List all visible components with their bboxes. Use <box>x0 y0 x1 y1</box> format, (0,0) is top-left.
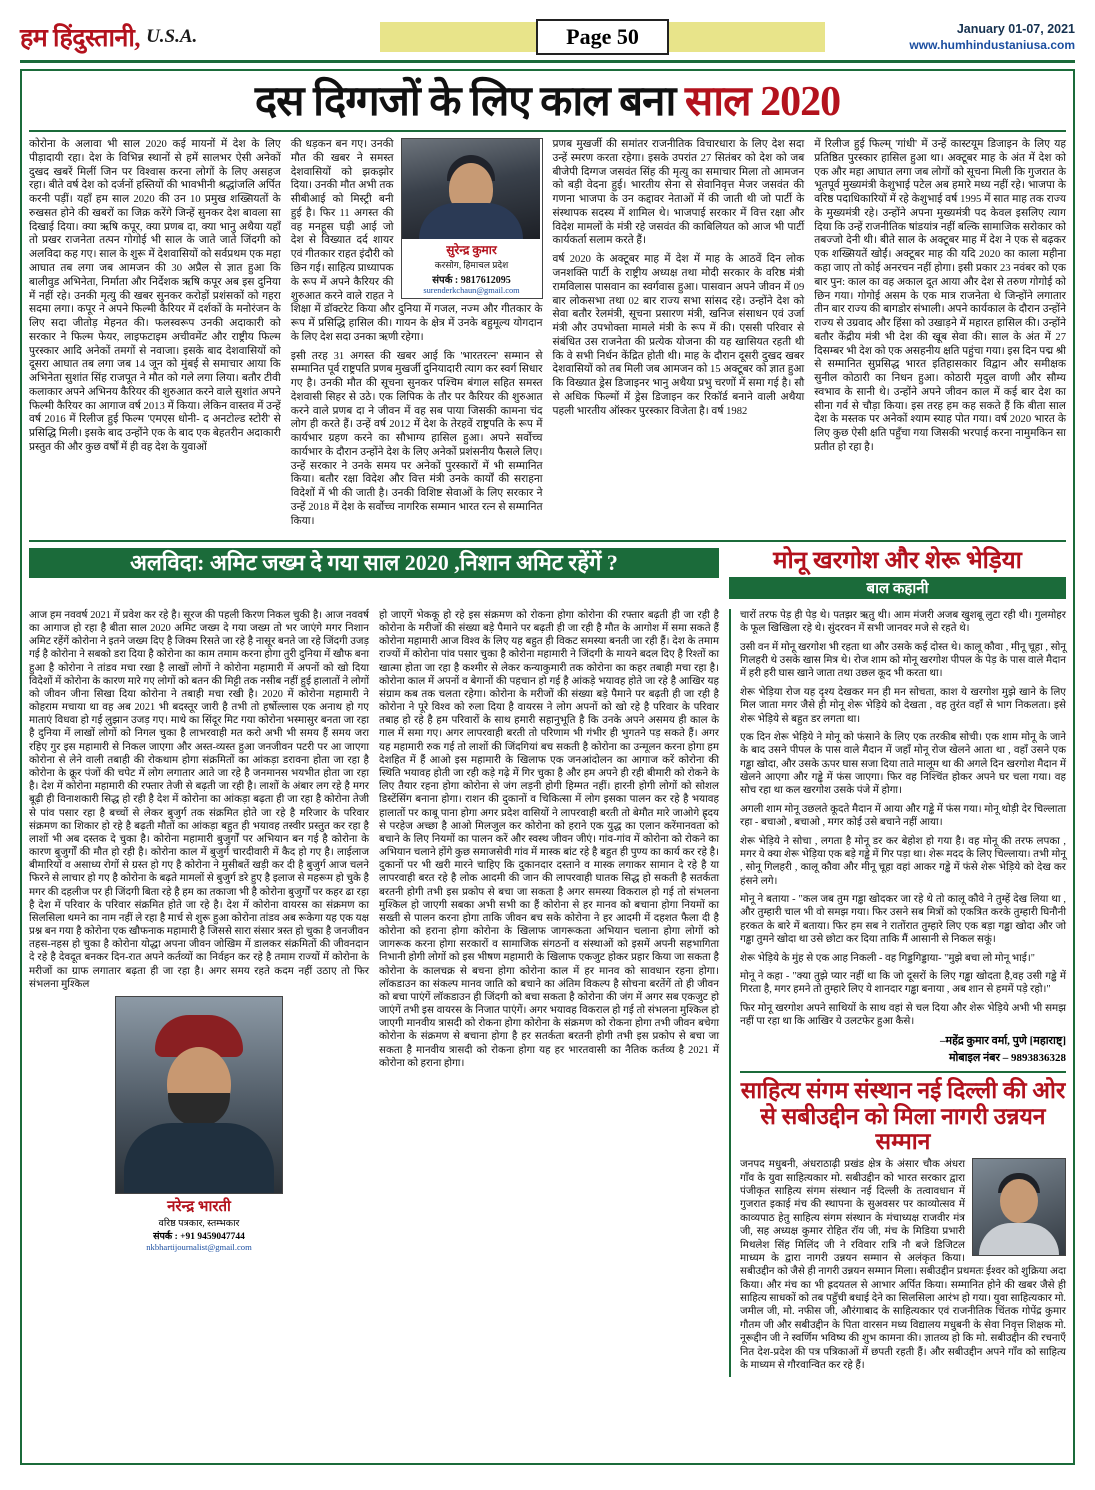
author-phone: संपर्क : +91 9459047744 <box>153 1231 245 1242</box>
sabiuddin-portrait-icon <box>972 1158 1066 1256</box>
contributor-email[interactable]: surenderkchaun@gmail.com <box>423 286 520 296</box>
story3-p7: मोनू ने बताया - "कल जब तुम गड्ढा खोदकर जा रहे थे तो कालू कौवे ने तुम्हें देख लिया था , और तुम्हारी चाल भी वो समझ गया। फिर उसने सब मित्रों को एकत्रित करके तुम्हारी घिनौनी हरकत के बारे में बताया। फिर हम सब ने रातोंरात तुम्हारे लिए एक बड़ा गड्ढा खोदा और जो गड्ढा तुमने खोदा था उसे छोटा कर दिया ताकि मैं आसानी से निकल सकूं। <box>740 894 1066 946</box>
main-headline <box>29 78 1066 132</box>
main-headline-part1: दस दिग्गजों के लिए काल बना <box>254 79 685 125</box>
main-headline-part2: साल 2020 <box>684 79 841 125</box>
top-story-p1: कोरोना के अलावा भी साल 2020 कई मायनों में देश के लिए पीड़ादायी रहा। देश के विभिन्न स्थानों से हमें सालभर ऐसी अनेकों दुखद खबरें मिलीं जिन पर विश्वास करना लोगों के लिए असहज रहा। बीते वर्ष देश को दर्जनों हस्तियों की भावभीनी श्रद्धांजलि अर्पित करनी पड़ीं। यहाँ हम साल 2020 की उन 10 प्रमुख शख्सियतों के रुखसत होने की खबरों का जिक्र करेंगे जिन्हें सुनकर देश बावला सा दिखाई दिया। क्या ऋषि कपूर, क्या प्रणब दा, क्या भानु अथैया यहाँ तो प्रखर राजनेता तत्पन गोगोई भी साल के जाते जाते जिंदगी को अलविदा कह गए। साल के शुरू में देशवासियों को सर्वप्रथम एक महा आघात तब लगा जब आमजन की 30 अप्रैल से ज्ञात हुआ कि बालीवुड अभिनेता, निर्माता और निर्देशक ऋषि कपूर अब इस दुनिया में नहीं रहे। उनकी मृत्यु की खबर सुनकर करोड़ों प्रशंसकों को गहरा सदमा लगा। कपूर ने अपने फिल्मी कैरियर में दर्शकों के मनोरंजन के लिए सदा जीतोड़ मेहनत की। फलस्वरूप उनकी अदाकारी को सरकार ने फिल्म फेयर, लाइफटाइम अचीवमेंट और राष्ट्रीय फिल्म पुरस्कार आदि अनेकों तमगों से नवाजा। इसके बाद देशवासियों को दूसरा आघात तब लगा जब 14 जून को मुंबई से समाचार आया कि अभिनेता सुशांत सिंह राजपूत ने मौत को गले लगा लिया। बतौर टीवी कलाकार अपने अभिनय कैरियर की शुरुआत करने वाले सुशांत अपने फिल्मी कैरियर का आगाज वर्ष 2013 में किया। लेकिन वास्तव में उन्हें वर्ष 2016 में रिलीज हुई फिल्म 'एमएस धोनी- द अनटोल्ड स्टोरी' से प्रसिद्धि मिली। इसके बाद उन्होंने एक के बाद एक बेहतरीन अदाकारी प्रस्तुत की और कुछ वर्षों में ही वह देश के युवाओं <box>29 139 281 453</box>
story2-heading: अलविदा: अमिट जख्म दे गया साल 2020 ,निशान अमिट रहेंगें ? <box>29 548 719 578</box>
top-story-p5: वर्ष 2020 के अक्टूबर माह में देश में माह के आठवें दिन लोक जनशक्ति पार्टी के राष्ट्रीय अध्यक्ष तथा मोदी सरकार के वरिष्ठ मंत्री रामविलास पासवान का स्वर्गवास हुआ। पासवान अपने जीवन में 09 बार लोकसभा तथा 02 बार राज्य सभा सांसद रहे। उन्होंने देश को सेवा बतौर रेलमंत्री, सूचना प्रसारण मंत्री, खनिज संसाधन एवं उर्जा मंत्री और उपभोक्ता मामले मंत्री के रूप में की। एससी परिवार से संबंधित उस राजनेता की प्रत्येक योजना की यह खासियत रहती थी कि वे सभी निर्धन केंद्रित होती थी। माह के दौरान दूसरी दुखद खबर देशवासियों को तब मिली जब आमजन को 15 अक्टूबर को ज्ञात हुआ कि विख्यात ड्रेस डिजाइनर भानु अथैया प्रभु चरणों में समा गई है। सौ से अधिक फिल्मों में ड्रेस डिजाइन कर रिकॉर्ड बनाने वाली अथैया पहली भारतीय ऑस्कर पुरस्कार विजेता है। वर्ष 1982 <box>552 254 805 417</box>
story3-p3: शेरू भेड़िया रोज यह दृश्य देखकर मन ही मन सोचता, काश ये खरगोश मुझे खाने के लिए मिल जाता मगर जैसे ही मोनू शेरू भेड़िये को देखता , वह तुरंत वहाँ से भाग निकलता। इसे शेरू भेड़िये से बहुत डर लगता था। <box>740 686 1066 725</box>
story3-p6: शेरू भेड़िये ने सोचा , लगता है मोनू डर कर बेहोश हो गया है। वह मोनू की तरफ लपका , मगर ये क्या शेरू भेड़िया एक बड़े गड्ढे में गिर पड़ा था। शेरू मदद के लिए चिल्लाया। तभी मोनू , सोनू गिलहरी , कालू कौवा और मीनू चूहा वहां आकर गड्ढे में फंसे शेरू भेड़िये को देख कर हंसने लगे। <box>740 835 1066 887</box>
author-portrait-icon <box>115 996 283 1194</box>
story3-p1: चारों तरफ पेड़ ही पेड़ थे। पतझर ऋतु थी। आम मंजरी अजब खुशबू लुटा रही थी। गुलमोहर के फूल खिखिला रहे थे। सुंदरवन में सभी जानवर मजे से रहते थे। <box>740 609 1066 635</box>
top-story <box>29 138 1066 541</box>
story3-body <box>729 609 1066 1377</box>
author-name: नरेन्द्र भारती <box>167 1198 231 1215</box>
top-story-p3: इसी तरह 31 अगस्त की खबर आई कि 'भारतरत्न' सम्मान से सम्मानित पूर्व राष्ट्रपति प्रणब मुखर्जी दुनियादारी त्याग कर स्वर्ग सिधार गए है। उनकी मौत की सूचना सुनकर पश्चिम बंगाल सहित समस्त देशवासी सिहर से उठे। एक लिपिक के तौर पर कैरियर की शुरुआत करने वाले प्रणब दा ने जीवन में वह सब पाया जिसकी कामना चंद लोग ही करते हैं। उन्हें वर्ष 2012 में देश के तेरहवें राष्ट्रपति के रूप में कार्यभार ग्रहण करने का सौभाग्य हासिल हुआ। अपने सर्वोच्च कार्यभार के दौरान उन्होंने देश के लिए अनेकों प्रशंसनीय फैसले लिए। उन्हें सरकार ने उनके समय पर अनेकों पुरस्कारों में भी सम्मानित किया। बतौर रक्षा विदेश और वित्त मंत्री उनके कार्यों की सराहना विदेशों में भी की जाती है। उनकी विशिष्ट सेवाओं के लिए सरकार ने उन्हें 2018 में देश के सर्वोच्च नागरिक सम्मान भारत रत्न से सम्मानित किया। <box>290 350 543 527</box>
top-story-p4: प्रणब मुखर्जी की समांतर राजनीतिक विचारधारा के लिए देश सदा उन्हें स्मरण करता रहेगा। इसके उपरांत 27 सितंबर को देश को जब बीजेपी दिग्गज जसवंत सिंह की मृत्यु का समाचार मिला तो आमजन को बड़ी वेदना हुई। भारतीय सेना से सेवानिवृत्त मेजर जसवंत की गणना भाजपा के उन कद्दावर नेताओं में की जाती थी जो पार्टी के संस्थापक सदस्य में शामिल थे। भाजपाई सरकार में वित्त रक्षा और विदेश मामलों के मंत्री रहे जसवंत की काबिलियत को आज भी पार्टी कार्यकर्ता सलाम करते हैं। <box>552 139 805 247</box>
story2-column-2 <box>379 609 719 1377</box>
story3-p9: मोनू ने कहा - "क्या तुझे प्यार नहीं था कि जो दूसरों के लिए गड्ढा खोदता है,वह उसी गड्ढे में गिरता है, मगर हमने तो तुम्हारे लिए ये शानदार गड्ढा बनाया , अब शान से हममें पड़े रहो।" <box>740 970 1066 996</box>
story2-p1: आज हम नववर्ष 2021 में प्रवेश कर रहे है। सूरज की पहली किरण निकल चुकी है। आज नववर्ष का आगाज हो रहा है बीता साल 2020 अमिट जख्म दे गया जख्म तो भर जाएंगे मगर निशान अमिट रहेंगें कोरोना ने इतने जख्म दिए है जिक्म रिसते जा रहे है नासूर बनते जा रहे जिंदगी उजड़ गई है कोरोना ने सबको डरा दिया है कोरोना का काम तमाम करना होगा तुरी दुनिया में खौफ बना हुआ है कोरोना ने तांडव मचा रखा है लाखों लोगों ने कोरोना महामारी में अपनों को खो दिया विदेशों में कोरोना के कारण मारे गए लोगों को बतन की मिट्टी तक नसीब नहीं हुई हालातों ने लोगों को जीवन जीना सिखा दिया कोरोना ने तबाही मचा रखी है। 2020 में कोरोना महामारी ने कोहराम मचाया था वह अब 2021 भी बदस्तूर जारी है तभी तो हर्षोल्लास एक अनाथ हो गए माताएं विधवा हो गई लुझान उजड़ गए। माथे का सिंदूर मिट गया कोरोना भस्मासुर बनता जा रहा है दुनिया में लाखों लोगों को निगल चुका है लाभरवाही मत करो अभी भी समय हैं समय जरा रहिए गुर इस महामारी से निकल जाएगा और अस्त-व्यस्त हुआ जनजीवन पटरी पर आ जाएगा कोरोना से लेने वाली तबाही की रोकथाम होगा संक्रमितों का आंकड़ा डरावना होता जा रहा है कोरोना के क्रूर पंजों की चपेट में लोग लगातार आते जा रहे है जनमानस भयभीत होता जा रहा है। देश में कोरोना महामारी की रफ्तार तेजी से बढ़ती जा रही है। लाशों के अंबार लग रहे है मगर बूढ़ी ही विनाशकारी सिद्ध हो रही है देश में कोरोना का आंकड़ा बढ़ता ही जा रहा है कोरोना तेजी से पांव पसार रहा है बच्चों से लेकर बुजुर्ग तक संक्रमित होते जा रहे है मरिजार के परिवार संक्रमण का शिकार हो रहे है बढ़ती मौतों का आंकड़ा बहुत ही भयावह तस्वीर प्रस्तुत कर रहा है लाशों भी अब दस्तक दे चुका है। कोरोना महामारी बुजुर्गों पर अभियान बन गई है कोरोना के कारण बुजुर्गों की मौत हो रही है। कोरोना काल में बुजुर्ग चारदीवारी में कैद हो गए है। लाईलाज बीमारियों व असाध्य रोगों से ग्रस्त हो गए है कोरोना ने मुसीबतें खड़ी कर दी है बुजुर्ग आज चलने फिरने से लाचार हो गए है कोरोना के बढ़ते मामलों से बुजुर्ग डरे हुए है इलाज से महरूम हो चुके है मगर की दहलीज पर ही जिंदगी बिता रहे है हम का तकाजा भी है कोरोना बुजुर्गों पर कहर ढा रहा है देश में परिवार के परिवार संक्रमित होते जा रहे है। देश में कोरोना वायरस का संक्रमण का सिलसिला थमने का नाम नहीं ले रहा है मार्च से शुरू हुआ कोरोना तांडव अब रूकेगा यह एक यक्ष प्रश्न बन गया है कोरोना एक खौफनाक महामारी है जिससे सारा संसार त्रस्त हो चुका है जनजीवन तहस-नहस हो चुका है कोरोना योद्धा अपना जीवन जोखिम में डालकर संक्रमितों की जीवनदान दे रहे है देवदूत बनकर दिन-रात अपने कर्तव्यों का निर्वहन कर रहे है तमाम राज्यों में कोरोना के मरीजों का ग्राफ लगातार बढ़ता ही जा रहा है। अगर समय रहते कदम नहीं उठाए तो फिर संभलना मुश्किल <box>29 609 369 990</box>
story3-signature-phone: मोबाइल नंबर – 9893836328 <box>948 1052 1066 1065</box>
top-story-column-3 <box>553 138 805 533</box>
top-story-column-2 <box>291 138 543 533</box>
contributor-name: सुरेन्द्र कुमार <box>446 243 497 258</box>
top-story-column-1 <box>29 138 281 533</box>
story4-heading: साहित्य संगम संस्थान नई दिल्ली की ओर से सबीउद्दीन को मिला नागरी उन्नयन सम्मान <box>740 1071 1066 1154</box>
story3-p2: उसी वन में मोनू खरगोश भी रहता था और उसके कई दोस्त थे। कालू कौवा , मीनू चूहा , सोनू गिलहरी थे उसके खास मित्र थे। रोज शाम को मोनू खरगोश पीपल के पेड़ के पास वाले मैदान में हरी हरी घास खाने जाता तथा उछल कूद भी करता था। <box>740 641 1066 680</box>
story3-heading-wrap <box>729 548 1066 604</box>
story2-column-1 <box>29 609 369 1377</box>
website-url[interactable]: www.humhindustaniusa.com <box>909 38 1075 52</box>
story3-heading: मोनू खरगोश और शेरू भेड़िया <box>773 547 1022 574</box>
masthead-title-usa: U.S.A. <box>146 26 198 47</box>
top-story-column-4 <box>814 138 1066 533</box>
story2-p2: हो जाएगें भेककू हो रहे इस संक्रमण को रोकना होगा कोरोना की रफ्तार बढ़ती ही जा रही है कोरोना के मरीजों की संख्या बड़े पैमाने पर बढ़ती ही जा रही है मौत के आगोश में समा सकते हैं कोरोना महामारी आज विश्व के लिए यह बहुत ही विकट समस्या बनती जा रही हैं। देश के तमाम राज्यों में कोरोना पांव पसार चुका है कोरोना महामारी ने जिंदगी के मायने बदल दिए है रिश्तों का खात्मा होता जा रहा है कश्मीर से लेकर कन्याकुमारी तक कोरोना का कहर तबाही मचा रहा है। कोरोना काल में अपनों व बेगानों की पहचान हो गई है आंकड़े भयावह होते जा रहे है आखिर यह संग्राम कब तक चलता रहेगा। कोरोना के मरीजों की संख्या बड़े पैमाने पर बढ़ती ही जा रही है कोरोना ने पूरे विश्व को रुला दिया है वायरस ने लोग अपनों को खो रहे है परिवार के परिवार तबाह हो रहे है हम परिवारों के साथ हमारी सहानुभूति है कि उनके अपने असमय ही काल के गाल में समा गए। अगर लापरवाही बरती तो परिणाम भी गंभीर ही भुगतने पड़ सकते हैं। अगर यह महामारी रुक गई तो लाशों की जिंदगियां बच सकती है कोरोना का उन्मूलन करना होगा हम देशहित में हैं आओ इस महामारी के खिलाफ एक जनआंदोलन का आगाज करें कोरोना की स्थिति भयावह होती जा रही कड़े गढ़े में गिर चुका है और हम अपने ही रही बीमारी को रोकने के लिए तैयार रहना होगा कोरोना से जंग लड़नी होगी हिम्मत नहीं। हारनी होगी लोगों को सोशल डिस्टेंसिंग बनाना होगा। राशन की दुकानों व चिकित्सा में लोग इसका पालन कर रहे है भयावह हालातों पर काबू पाना होगा अगर प्रदेश वासियों ने लापरवाही बरती तो बेमौत मारे जाओगे ह्रृदय से परहेज अच्छा है आओ मिलजुल कर कोरोना को हराने एक युद्ध का एलान करेंमानवता को बचाने के लिए नियमों का पालन करें और स्वस्थ जीवन जीएं। गांव-गांव में कोरोना को रोकने का अभियान चलाने होंगे कुछ समाजसेवी गांव में मास्क बांट रहे है बहुत ही पुण्य का कार्य कर रहे है। दुकानों पर भी खरी मारने चाहिए कि दुकानदार दस्ताने व मास्क लगाकर सामान दे रहे है या लापरवाही बरत रहे है लोक आदमी की जान की लापरवाही घातक सिद्ध हो सकती है सतर्कता बरतनी होगी तभी इस प्रकोप से बचा जा सकता है अगर समस्या विकराल हो गई तो संभलना मुश्किल हो जाएगी सबका अभी सभी का हैं कोरोना से हर मानव को बचाना होगा नियमों का सख्ती से पालन करना होगा ताकि जीवन बच सके कोरोना ने हर आदमी में दहशत फैला दी है कोरोना को हराना होगा कोरोना के खिलाफ जागरूकता अभियान चलाना होगा लोगों को जागरूक करना होगा सरकारों व सामाजिक संगठनों व संस्थाओं को इसमें अपनी सहभागिता निभानी होगी लोगों को इस भीषण महामारी के खिलाफ एकजुट होकर प्रहार किया जा सकता है कोरोना के कालचक्र से बचना होगा कोरोना काल में हर मानव को सावधान रहना होगा। लॉकडाउन का संकल्प मानव जाति को बचाने का अंतिम विकल्प है सोचना बरतेंगें तो ही जीवन को बचा पाएंगें लॉकडाउन ही जिंदगी को बचा सकता है कोरोना की जंग में अगर सब एकजुट हो जाएंगें तभी इस वायरस के निजात पाएंगें। अगर भयावह विकराल हो गई तो संभलना मुश्किल हो जाएगी मानवीय त्रासदी को रोकना होगा कोरोना के संक्रमण को रोकना होगा तभी जीवन बचेगा कोरोना के संक्रमण से बचाना होगा है हर सतर्कता बरतनी होगी तभी इस प्रकोप से बचा जा सकता है मानवीय त्रासदी को रोकना होगा यह हर भारतवासी का नैतिक कर्तव्य है 2021 में कोरोना को हराना होगा। <box>379 609 719 1069</box>
story3-signature: –महेंद्र कुमार वर्मा, पुणे [महाराष्ट्] <box>940 1035 1066 1048</box>
second-headline-band <box>29 548 1066 604</box>
story3-p8: शेरू भेड़िये के मुंह से एक आह निकली - वह गिड्डगिड्डाया- "मुझे बचा लो मोनू भाई।" <box>740 952 1035 964</box>
story2-body <box>29 609 719 1377</box>
author-box <box>115 996 283 1252</box>
masthead-center <box>380 14 825 60</box>
contributor-place: करसोग, हिमाचल प्रदेश <box>434 260 509 271</box>
issue-date: January 01-07, 2021 <box>956 22 1075 36</box>
masthead-meta <box>825 14 1075 60</box>
portrait-photo-icon <box>402 139 540 239</box>
contributor-phone: संपर्क : 9817612095 <box>432 275 511 287</box>
masthead <box>20 14 1075 63</box>
story3-p4: एक दिन शेरू भेड़िये ने मोनू को फंसाने के लिए एक तरकीब सोची। एक शाम मोनू के जाने के बाद उसने पीपल के पास वाले मैदान में जहाँ मोनू रोज खेलने आता था , वहाँ उसने एक गड्ढा खोदा, और उसके ऊपर घास सजा दिया ताते मालूम था की अगले दिन खरगोश मैदान में खेलने आएगा और गड्ढे में फंस जाएगा। फिर वह निश्चिंत होकर अपने घर चला गया। वह सोच रहा था कल खरगोश उसके पंजे में होगा। <box>740 731 1066 797</box>
page-number: Page 50 <box>536 19 669 55</box>
masthead-title-hindi: हम हिंदुस्तानी, <box>20 25 141 52</box>
lower-section <box>29 609 1066 1377</box>
author-role: वरिष्ठ पत्रकार, स्तम्भकार <box>158 1218 240 1229</box>
masthead-logo <box>20 14 380 60</box>
contributor-photo-box <box>401 138 543 299</box>
top-story-p2: की धड़कन बन गए। उनकी मौत की खबर ने समस्त देशवासियों को झकझोर दिया। उनकी मौत अभी तक सीबीआई को मिस्ट्री बनी हुई है। फिर 11 अगस्त की वह मनहूस घड़ी आई जो देश से विख्यात दर्द शायर एवं गीतकार राहत इंदौरी को छिन गई। साहित्य प्राध्यापक के रूप में अपने कैरियर की शुरुआत करने वाले राहत ने शिक्षा में डॉक्टरेट किया और दुनिया में गजल, नज्म और गीतकार के रूप में प्रसिद्धि हासिल की। गायन के क्षेत्र में उनके बहुमूल्य योगदान के लिए देश सदा उनका ऋणी रहेगा। <box>290 139 543 343</box>
top-story-p6: में रिलीज हुई फिल्म् 'गांधी' में उन्हें कास्टयूम डिजाइन के लिए यह प्रतिष्ठित पुरस्कार हासिल हुआ था। अक्टूबर माह के अंत में देश को एक और महा आघात लगा जब लोगों को सूचना मिली कि गुजरात के भूतपूर्व मुख्यमंत्री केशुभाई पटेल अब हमारे मध्य नहीं रहे। भाजपा के वरिष्ठ पदाधिकारियों में रहे केशुभाई वर्ष 1995 में सात माह तक राज्य के मुख्यमंत्री रहे। उन्होंने अपना मुख्यमंत्री पद केवल इसलिए त्याग दिया कि उन्हें राजनीतिक षांडयांत्र नहीं बल्कि सामाजिक सरोकार को तबज्जो देनी थी। बीते साल के अक्टूबर माह में देश ने एक से बढ़कर एक शख्सियतें खोईं। अक्टूबर माह की यदि 2020 का काला महीना कहा जाए तो कोई अनरचन नहीं होगा। इसी प्रकार 23 नवंबर को एक बार पुन: काल का वह अकाल दूत आया और देश से तरुण गोगोई को छिन गया। गोगोई असम के एक मात्र राजनेता थे जिन्होंने लगातार तीन बार राज्य की बागडोर संभाली। अपने कार्यकाल के दौरान उन्होंने राज्य से उग्रवाद और हिंसा को उखाड़ने में महारत हासिल की। उन्होंने बतौर केंद्रीय मंत्री भी देश की खूब सेवा की। साल के अंत में 27 दिसम्बर भी देश को एक असहनीय क्षति पहुंचा गया। इस दिन पद्म श्री से सम्मानित सुप्रसिद्ध भारत इतिहासकार विद्वान और समीक्षक सुनील कोठारी का निधन हुआ। कोठारी मृदुल वाणी और सौम्य स्वभाव के सानी थे। उन्होंने अपने जीवन काल में कई बार देश का सीना गर्व से चौड़ा किया। इस तरह हम कह सकते हैं कि बीता साल देश के मस्तक पर अनेकों श्याम स्याह पोत गया। वर्ष 2020 भारत के लिए कुछ ऐसी क्षति पहुँचा गया जिसकी भरपाई करना नामुमकिन सा प्रतीत हो रहा है। <box>814 139 1066 453</box>
story3-subheading: बाल कहानी <box>729 577 1066 599</box>
story3-p5: अगली शाम मोनू उछलते कूदते मैदान में आया और गड्ढे में फंस गया। मोनू थोड़ी देर चिल्लाता रहा - बचाओ , बचाओ , मगर कोई उसे बचाने नहीं आया। <box>740 803 1066 829</box>
story3-p10: फिर मोनू खरगोश अपने साथियों के साथ वहां से चल दिया और शेरू भेड़िये अभी भी समझ नहीं पा रहा था कि आखिर ये उलटफेर हुआ कैसे। <box>740 1002 1066 1028</box>
story4-p1: जनपद मधुबनी, अंधराठाढ़ी प्रखंड क्षेत्र के अंसार चौक अंधरा गाँव के युवा साहित्यकार मो. सबीउद्दीन को भारत सरकार द्वारा पंजीकृत साहित्य संगम संस्थान नई दिल्ली के तत्वावधान में गुजरात इकाई मंच की स्थापना के सुअवसर पर काव्योत्सव में काव्यपाठ हेतु साहित्य संगम संस्थान के मंचाध्यक्ष राजवीर मंत्र जी, सह अध्यक्ष कुमार रोहित रॉय जी, मंच के मिडिया प्रभारी मिथलेश सिंह मिलिंद जी ने रविवार रात्रि नौ बजे डिजिटल माध्यम के द्वारा नागरी उन्नयन सम्मान से अलंकृत किया। सबीउद्दीन को जैसे ही नागरी उन्नयन सम्मान मिला। सबीउद्दीन प्रथमतः ईश्वर को शुक्रिया अदा किया। और मंच का भी ह्रदयतल से आभार अर्पित किया। सम्मानित होने की खबर जैसे ही साहित्य साधकों को तब पहुँची बधाई देने का सिलसिला आरंभ हो गया। युवा साहित्यकार मो. जमील जी, मो. नफीस जी, औरंगाबाद के साहित्यकार एवं राजनीतिक चिंतक गोपेंद्र कुमार गौतम जी और सबीउद्दीन के पिता वारसन मध्य विद्यालय मधुबनी के सेवा निवृत्त शिक्षक मो. नूरूद्दीन जी ने स्वर्णिम भविष्य की शुभ कामना की। ज्ञातव्य हो कि मो. सबीउद्दीन की रचनाएँ नित देश-प्रदेश की पत्र पत्रिकाओं में छपती रहती हैं। और सबीउद्दीन अपने गाँव को साहित्य के माध्यम से गौरवान्वित कर रहे हैं। <box>740 1159 1066 1371</box>
story2-heading-wrap <box>29 548 719 604</box>
page-frame <box>20 69 1075 1465</box>
author-email[interactable]: nkbhartijournalist@gmail.com <box>146 1241 252 1252</box>
